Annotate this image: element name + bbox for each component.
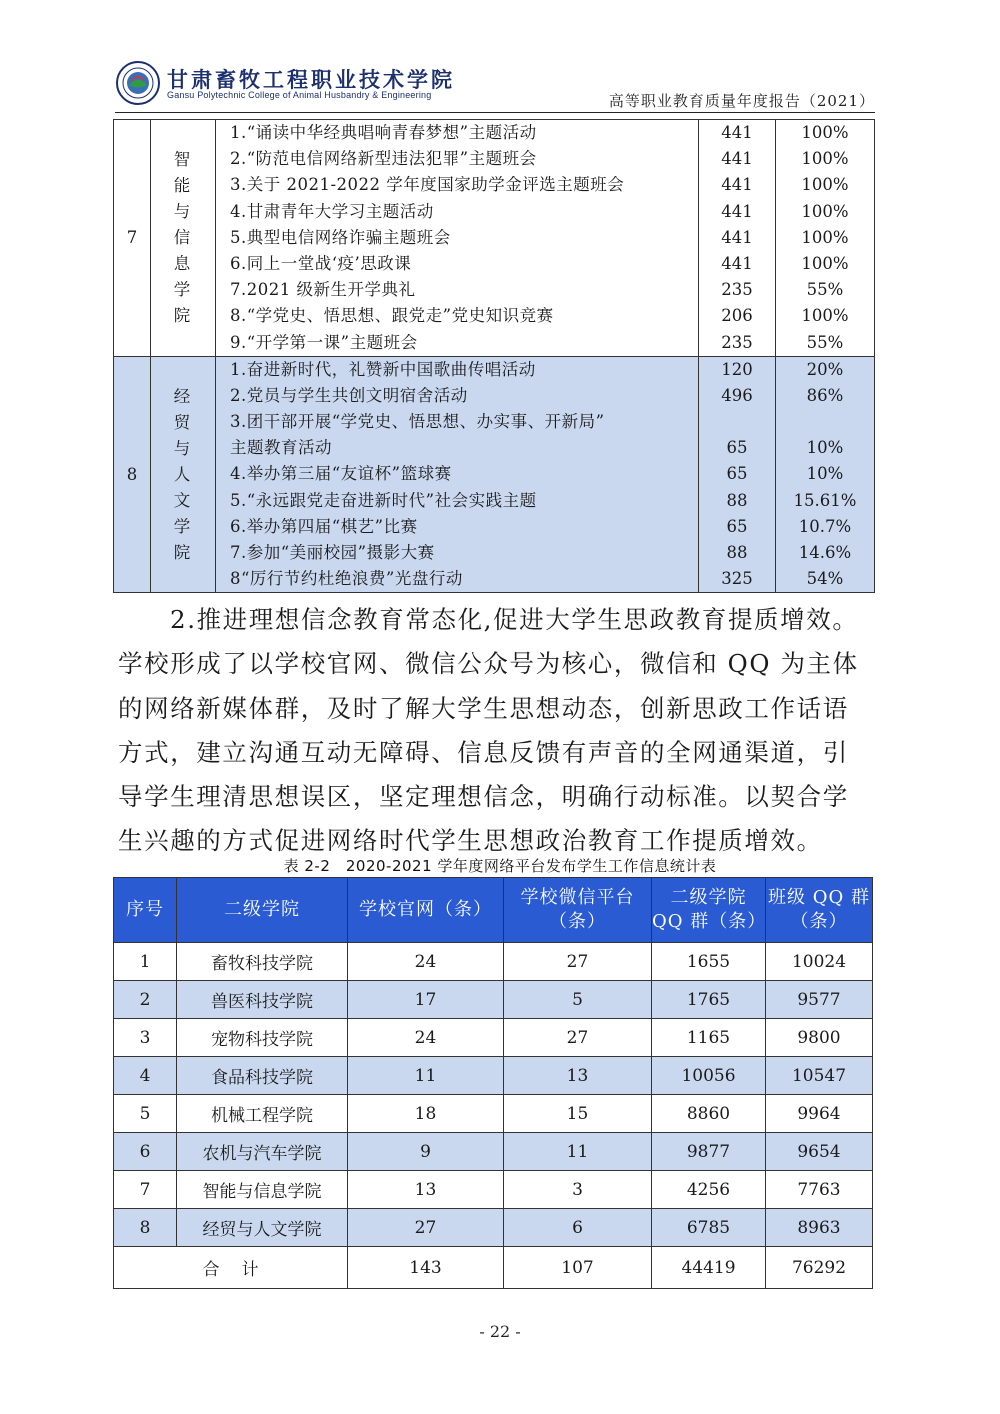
activity-item: 5.典型电信网络诈骗主题班会	[230, 227, 451, 247]
participant-count: 496	[721, 385, 753, 405]
coverage-rate: 54%	[806, 569, 844, 589]
table-cell: 8860	[652, 1095, 766, 1133]
report-title: 高等职业教育质量年度报告（2021）	[608, 92, 875, 110]
college-name-part: 院	[173, 542, 193, 562]
participant-count: 235	[721, 332, 753, 352]
college-name-cell	[151, 120, 216, 357]
college-name-part: 院	[173, 305, 193, 325]
activity-item: 5.“永远跟党走奋进新时代”社会实践主题	[230, 490, 537, 510]
activity-item: 6.举办第四届“棋艺”比赛	[230, 516, 418, 536]
page-number: - 22 -	[479, 1322, 521, 1341]
table-cell: 3	[114, 1019, 177, 1057]
activity-item: 9.“开学第一课”主题班会	[230, 332, 418, 352]
activity-list	[216, 356, 699, 593]
table-cell: 机械工程学院	[177, 1095, 348, 1133]
table-cell: 经贸与人文学院	[177, 1209, 348, 1247]
table-header-row	[114, 878, 873, 943]
table-cell: 兽医科技学院	[177, 981, 348, 1019]
body-paragraph	[118, 598, 870, 864]
table-row	[114, 356, 875, 593]
table-cell: 9	[348, 1133, 504, 1171]
participant-count: 441	[721, 149, 753, 169]
college-name-part: 智能	[173, 149, 193, 195]
table-cell: 13	[348, 1171, 504, 1209]
column-header: 学校微信平台（条）	[504, 878, 652, 943]
total-cell: 107	[504, 1247, 652, 1289]
table-row	[114, 943, 873, 981]
participant-count: 441	[721, 201, 753, 221]
coverage-rate: 100%	[801, 175, 849, 195]
table-cell: 11	[348, 1057, 504, 1095]
table-cell: 7763	[766, 1171, 873, 1209]
participant-count: 88	[726, 490, 748, 510]
network-platform-table	[113, 877, 873, 1289]
activity-item: 2.党员与学生共创文明宿舍活动	[230, 385, 468, 405]
activity-item: 主题教育活动	[230, 438, 332, 458]
paragraph-line: 方式，建立沟通互动无障碍、信息反馈有声音的全网通渠道，引	[118, 737, 849, 767]
total-row	[114, 1247, 873, 1289]
college-name-part: 与人	[173, 438, 193, 484]
table-cell: 9800	[766, 1019, 873, 1057]
table-cell: 9654	[766, 1133, 873, 1171]
paragraph-line: 的网络新媒体群，及时了解大学生思想动态，创新思政工作话语	[118, 693, 849, 723]
table-cell: 4	[114, 1057, 177, 1095]
activity-item: 6.同上一堂战‘疫’思政课	[230, 253, 412, 273]
table-cell: 9577	[766, 981, 873, 1019]
participant-count: 65	[726, 438, 748, 458]
participant-count-list	[699, 120, 776, 357]
participant-count: 441	[721, 175, 753, 195]
coverage-rate: 55%	[806, 332, 844, 352]
activity-item: 7.2021 级新生开学典礼	[230, 280, 416, 300]
table-cell: 18	[348, 1095, 504, 1133]
table-cell: 27	[504, 1019, 652, 1057]
column-header: 学校官网（条）	[348, 878, 504, 943]
total-label-text: 合计	[202, 1260, 281, 1280]
table-cell: 宠物科技学院	[177, 1019, 348, 1057]
column-header: 二级学院	[177, 878, 348, 943]
participant-count	[699, 409, 775, 435]
table-row	[114, 1057, 873, 1095]
paragraph-line: 2.推进理想信念教育常态化,促进大学生思政教育提质增效。	[170, 605, 859, 634]
paragraph-line: 生兴趣的方式促进网络时代学生思想政治教育工作提质增效。	[118, 826, 823, 856]
coverage-rate-list	[776, 356, 875, 593]
paragraph-line: 学校形成了以学校官网、微信公众号为核心，微信和 QQ 为主体	[118, 649, 859, 679]
activity-item: 1.奋进新时代，礼赞新中国歌曲传唱活动	[230, 359, 536, 379]
college-name-part: 息学	[173, 253, 193, 299]
participant-count: 65	[726, 516, 748, 536]
activity-item: 1.“诵读中华经典唱响青春梦想”主题活动	[230, 123, 537, 142]
table-cell: 8	[114, 1209, 177, 1247]
participant-count: 206	[721, 306, 753, 326]
table-cell: 6	[504, 1209, 652, 1247]
coverage-rate: 100%	[801, 306, 849, 326]
table-cell: 17	[348, 981, 504, 1019]
activity-item: 4.甘肃青年大学习主题活动	[230, 201, 434, 221]
column-header: 序号	[114, 878, 177, 943]
coverage-rate: 100%	[801, 123, 849, 142]
participant-count: 441	[721, 123, 753, 142]
activity-table	[113, 119, 875, 593]
table-cell: 1655	[652, 943, 766, 981]
table-cell: 24	[348, 943, 504, 981]
table-cell: 8963	[766, 1209, 873, 1247]
total-label	[114, 1247, 348, 1289]
table-cell: 27	[504, 943, 652, 981]
college-name-part: 文学	[173, 490, 193, 536]
coverage-rate	[776, 409, 874, 435]
table-row	[114, 1095, 873, 1133]
table-cell: 3	[504, 1171, 652, 1209]
table-cell: 7	[114, 1171, 177, 1209]
table-row	[114, 1171, 873, 1209]
coverage-rate: 100%	[801, 253, 849, 273]
participant-count: 325	[721, 569, 753, 589]
table-cell: 畜牧科技学院	[177, 943, 348, 981]
table-cell: 10547	[766, 1057, 873, 1095]
table-cell: 11	[504, 1133, 652, 1171]
coverage-rate: 86%	[806, 385, 844, 405]
table-row	[114, 1019, 873, 1057]
college-name-part: 经贸	[173, 386, 193, 432]
activity-item: 7.参加“美丽校园”摄影大赛	[230, 543, 435, 562]
coverage-rate: 100%	[801, 227, 849, 247]
table-cell: 4256	[652, 1171, 766, 1209]
coverage-rate: 100%	[801, 149, 849, 169]
participant-count-list	[699, 356, 776, 593]
table-caption: 表 2-2 2020-2021 学年度网络平台发布学生工作信息统计表	[283, 857, 717, 875]
table-cell: 5	[504, 981, 652, 1019]
activity-item: 4.举办第三届“友谊杯”篮球赛	[230, 464, 452, 484]
paragraph-line: 导学生理清思想误区，坚定理想信念，明确行动标准。以契合学	[118, 782, 849, 812]
activity-item: 3.团干部开展“学党史、悟思想、办实事、开新局”	[230, 412, 605, 432]
table-cell: 农机与汽车学院	[177, 1133, 348, 1171]
table-cell: 15	[504, 1095, 652, 1133]
table-cell: 1765	[652, 981, 766, 1019]
table-cell: 6	[114, 1133, 177, 1171]
table-cell: 1165	[652, 1019, 766, 1057]
college-name-part: 与信	[173, 201, 193, 247]
table-cell: 24	[348, 1019, 504, 1057]
table-cell: 9877	[652, 1133, 766, 1171]
activity-item: 8“厉行节约杜绝浪费”光盘行动	[230, 569, 463, 589]
table-row	[114, 120, 875, 357]
row-number: 7	[114, 120, 151, 357]
table-row	[114, 1133, 873, 1171]
row-number: 8	[114, 356, 151, 593]
coverage-rate: 10%	[806, 438, 844, 458]
coverage-rate: 10.7%	[798, 516, 852, 536]
activity-item: 8.“学党史、悟思想、跟党走”党史知识竞赛	[230, 306, 554, 326]
table-cell: 13	[504, 1057, 652, 1095]
coverage-rate: 15.61%	[793, 490, 857, 510]
activity-list	[216, 120, 699, 357]
total-cell: 76292	[766, 1247, 873, 1289]
participant-count: 235	[721, 280, 753, 300]
table-row	[114, 1209, 873, 1247]
table-row	[114, 981, 873, 1019]
table-cell: 2	[114, 981, 177, 1019]
coverage-rate: 55%	[806, 280, 844, 300]
activity-item: 2.“防范电信网络新型违法犯罪”主题班会	[230, 149, 537, 169]
activity-item: 3.关于 2021-2022 学年度国家助学金评选主题班会	[230, 175, 625, 195]
table-cell: 1	[114, 943, 177, 981]
table-cell: 智能与信息学院	[177, 1171, 348, 1209]
total-cell: 44419	[652, 1247, 766, 1289]
college-name-cn: 甘肃畜牧工程职业技术学院	[167, 67, 455, 92]
participant-count: 65	[726, 464, 748, 484]
table-cell: 27	[348, 1209, 504, 1247]
coverage-rate: 10%	[806, 464, 844, 484]
coverage-rate: 100%	[801, 201, 849, 221]
table-cell: 6785	[652, 1209, 766, 1247]
coverage-rate: 20%	[806, 359, 844, 379]
table-cell: 10024	[766, 943, 873, 981]
total-cell: 143	[348, 1247, 504, 1289]
participant-count: 120	[721, 359, 753, 379]
college-seal-icon	[115, 60, 161, 106]
table-cell: 食品科技学院	[177, 1057, 348, 1095]
table-cell: 5	[114, 1095, 177, 1133]
participant-count: 441	[721, 227, 753, 247]
column-header: 二级学院 QQ 群（条）	[652, 878, 766, 943]
coverage-rate-list	[776, 120, 875, 357]
table-cell: 9964	[766, 1095, 873, 1133]
page-header	[115, 60, 875, 110]
college-name-cell	[151, 356, 216, 593]
column-header: 班级 QQ 群（条）	[766, 878, 873, 943]
college-name-en: Gansu Polytechnic College of Animal Husbandry & Engineering	[167, 90, 432, 100]
coverage-rate: 14.6%	[798, 543, 852, 562]
header-divider	[115, 112, 875, 113]
table-cell: 10056	[652, 1057, 766, 1095]
participant-count: 88	[726, 543, 748, 562]
participant-count: 441	[721, 253, 753, 273]
